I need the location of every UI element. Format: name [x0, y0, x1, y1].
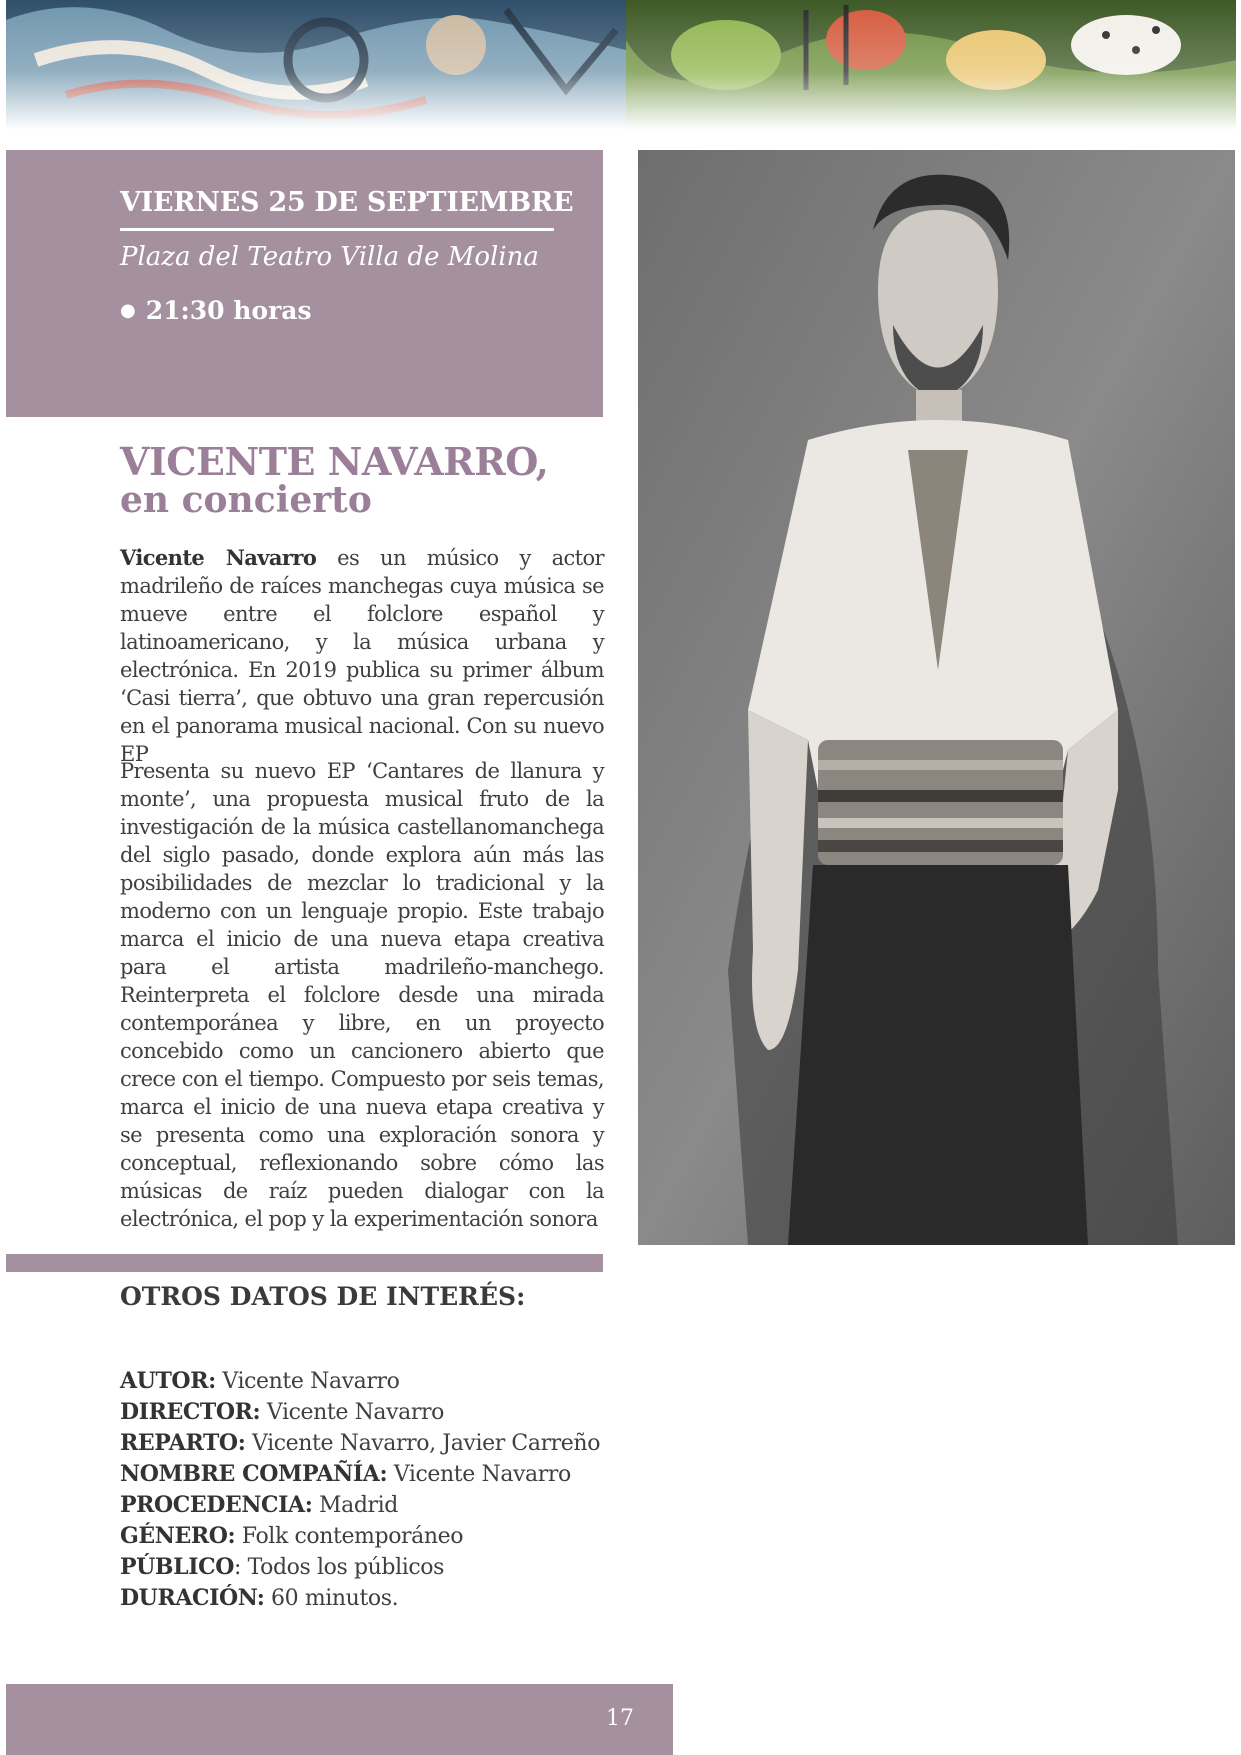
event-time — [120, 296, 312, 325]
credit-value: Vicente Navarro — [387, 1462, 571, 1487]
credit-label: DURACIÓN: — [120, 1585, 265, 1611]
credit-value: Vicente Navarro, Javier Carreño — [245, 1431, 601, 1456]
credit-value: 60 minutos. — [264, 1586, 399, 1611]
paragraph-1-text: es un músico y actor madrileño de raíces manchegas cuya música se mueve entre el folclore español y latinoamericano, y la música urbana y electrónica. En 2019 publica su primer álbum ‘Casi tierra’, que obtuvo una gran repercusión en el panorama musical nacional. Con su nuevo EP — [120, 546, 604, 766]
credit-value: Vicente Navarro — [260, 1400, 444, 1425]
credit-duracion — [120, 1583, 610, 1614]
artist-name-bold: Vicente Navarro — [120, 545, 317, 570]
credit-label: REPARTO: — [120, 1430, 246, 1456]
credit-value: Folk contemporáneo — [235, 1524, 464, 1549]
credit-director — [120, 1397, 610, 1428]
credit-genero — [120, 1521, 610, 1552]
event-venue: Plaza del Teatro Villa de Molina — [120, 242, 539, 272]
page-title — [120, 439, 610, 521]
bullet-icon: ● — [120, 300, 136, 321]
body-paragraph-1 — [120, 544, 604, 768]
credit-label: PROCEDENCIA: — [120, 1492, 313, 1518]
mural-artwork — [6, 0, 1236, 130]
section-divider — [6, 1254, 603, 1272]
credit-value: Madrid — [312, 1493, 398, 1518]
other-info-title: OTROS DATOS DE INTERÉS: — [120, 1282, 526, 1311]
page-footer — [6, 1684, 673, 1755]
page-number: 17 — [606, 1706, 634, 1731]
event-date-box — [6, 150, 603, 417]
title-line-1: VICENTE NAVARRO, — [120, 439, 549, 484]
credit-label: PÚBLICO — [120, 1554, 234, 1580]
event-time-text: 21:30 horas — [145, 296, 312, 325]
credit-label: NOMBRE COMPAÑÍA: — [120, 1461, 388, 1487]
event-date: VIERNES 25 DE SEPTIEMBRE — [120, 187, 554, 231]
body-paragraph-2: Presenta su nuevo EP ‘Cantares de llanura y monte’, una propuesta musical fruto de la investigación de la música castellanomanchega del siglo pasado, donde explora aún más las posibilidades de mezclar lo tradicional y la moderno con un lenguaje propio. Este trabajo marca el inicio de una nueva etapa creativa para el artista madrileño-manchego. Reinterpreta el folclore desde una mirada contemporánea y libre, en un proyecto concebido como un cancionero abierto que crece con el tiempo. Compuesto por seis temas, marca el inicio de una nueva etapa creativa y se presenta como una exploración sonora y conceptual, reflexionando sobre cómo las músicas de raíz pueden dialogar con la electrónica, el pop y la experimentación sonora — [120, 759, 604, 1231]
credit-label: AUTOR: — [120, 1368, 216, 1394]
credit-value: : Todos los públicos — [233, 1555, 445, 1580]
title-line-2: en concierto — [120, 479, 372, 521]
artist-photo — [638, 150, 1235, 1245]
credit-label: DIRECTOR: — [120, 1399, 261, 1425]
credit-autor — [120, 1366, 610, 1397]
credit-label: GÉNERO: — [120, 1523, 236, 1549]
credit-publico — [120, 1552, 610, 1583]
credit-compania — [120, 1459, 610, 1490]
credits-list — [120, 1366, 610, 1614]
credit-value: Vicente Navarro — [215, 1369, 400, 1394]
credit-reparto — [120, 1428, 610, 1459]
header-banner-illustration — [6, 0, 1236, 130]
credit-procedencia — [120, 1490, 610, 1521]
artist-portrait-image — [638, 150, 1235, 1245]
